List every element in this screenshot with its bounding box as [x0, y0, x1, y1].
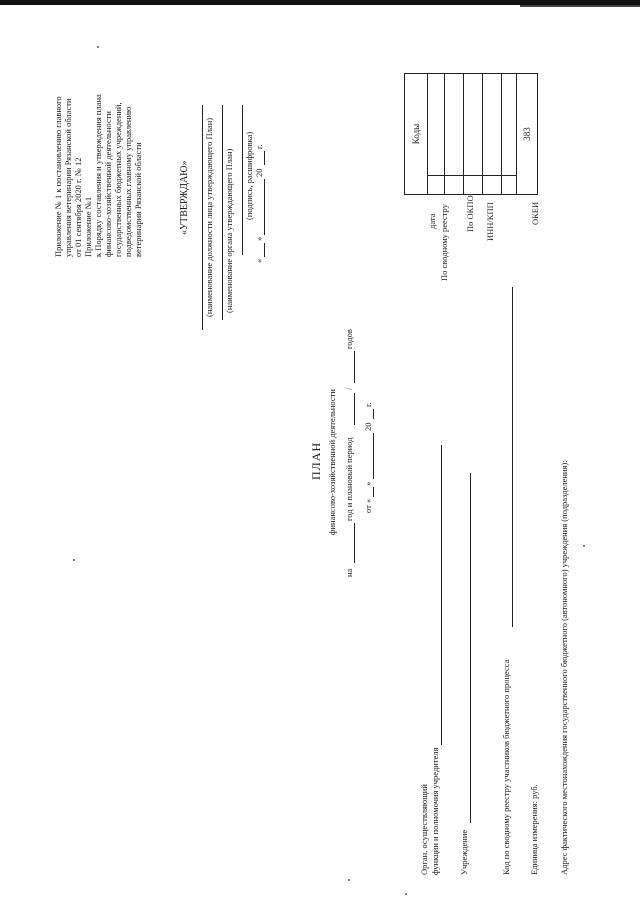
approval-position-line	[202, 105, 203, 330]
appendix-line: Приложение № 1 к постановлению главного	[53, 96, 63, 257]
codes-table-row	[428, 74, 445, 194]
approval-signature-caption: (подпись, расшифровка)	[244, 131, 254, 220]
codes-table-row	[502, 74, 517, 194]
plan-from-century: 20	[363, 422, 373, 431]
body-label-line1: Орган, осуществляющий	[419, 784, 429, 875]
plan-subtitle: финансово-хозяйственной деятельности	[327, 389, 337, 535]
approval-date-year-line	[264, 151, 265, 165]
approval-organization-caption: (наименование органа утверждающего План)	[224, 148, 234, 313]
codes-table-row	[464, 74, 483, 194]
approval-signature-line	[242, 105, 243, 255]
plan-period-end-line	[354, 351, 355, 383]
codes-label-okei: ОКЕИ	[530, 201, 540, 225]
codes-label-okpo: По ОКПО	[465, 195, 475, 232]
codes-label-date: дата	[427, 213, 437, 229]
appendix-line: управления ветеринарии Рязанской области	[63, 98, 73, 257]
plan-from-year-line	[373, 409, 374, 419]
plan-years-label: годов	[344, 329, 354, 349]
appendix-line: от 01 сентября 2020 г. № 12	[73, 157, 83, 257]
approval-date-day-line	[264, 243, 265, 257]
plan-from-day-line	[373, 487, 374, 497]
plan-on-label: на	[344, 568, 354, 577]
approval-date-year-suffix: г.	[254, 144, 264, 149]
codes-label-registry: По сводному реестру	[439, 204, 449, 281]
plan-from-year-suffix: г.	[363, 402, 373, 407]
appendix-line: подведомственных главному управлению	[123, 106, 133, 257]
appendix-line: ветеринарии Рязанской области	[133, 142, 143, 257]
codes-table-row	[445, 74, 464, 194]
approval-organization-line	[222, 105, 223, 320]
codes-table-inner-line	[428, 175, 516, 176]
plan-from-label: от «	[363, 498, 373, 513]
approval-date-quote-open: «	[254, 258, 264, 263]
approval-position-caption: (наименование должности лица утверждающего План)	[204, 117, 214, 317]
body-label-line2: функции и полномочия учредителя	[430, 747, 440, 875]
unit-label: Единица измерения: руб.	[529, 784, 539, 875]
appendix-line: Приложение №1	[83, 196, 93, 257]
institution-field-line	[470, 473, 471, 823]
plan-from-month-line	[373, 433, 374, 479]
codes-table-row	[483, 74, 502, 194]
registry-code-field-line	[512, 287, 513, 627]
approval-date-month-line	[264, 179, 265, 235]
address-label: Адрес фактического местонахождения государственного бюджетного (автономного) учреждения (подразделения):	[559, 460, 569, 875]
institution-label: Учреждение	[459, 829, 469, 875]
codes-table	[404, 73, 538, 195]
approval-date-century: 20	[254, 168, 264, 177]
plan-year-label: год и плановый период	[344, 437, 354, 521]
appendix-line: к Порядку составления и утверждения плана	[93, 94, 103, 257]
codes-table-header: Коды	[405, 74, 428, 194]
registry-code-label: Код по сводному реестру участников бюджетного процесса	[501, 659, 511, 875]
plan-from-quote-close: »	[363, 481, 373, 486]
appendix-line: финансово-хозяйственной деятельности	[103, 111, 113, 257]
plan-title: ПЛАН	[309, 441, 323, 480]
approval-heading: «УТВЕРЖДАЮ»	[179, 160, 190, 235]
plan-period-slash: /	[344, 387, 354, 390]
appendix-line: государственных бюджетных учреждений,	[113, 102, 123, 257]
approval-date-quote-close: »	[254, 236, 264, 241]
codes-okei-value: 383	[521, 127, 532, 141]
codes-label-inn-kpp: ИНН/КПП	[485, 202, 495, 241]
plan-year-line	[354, 523, 355, 563]
plan-period-start-line	[354, 393, 355, 425]
body-field-line	[441, 445, 442, 745]
codes-table-row	[517, 74, 536, 194]
